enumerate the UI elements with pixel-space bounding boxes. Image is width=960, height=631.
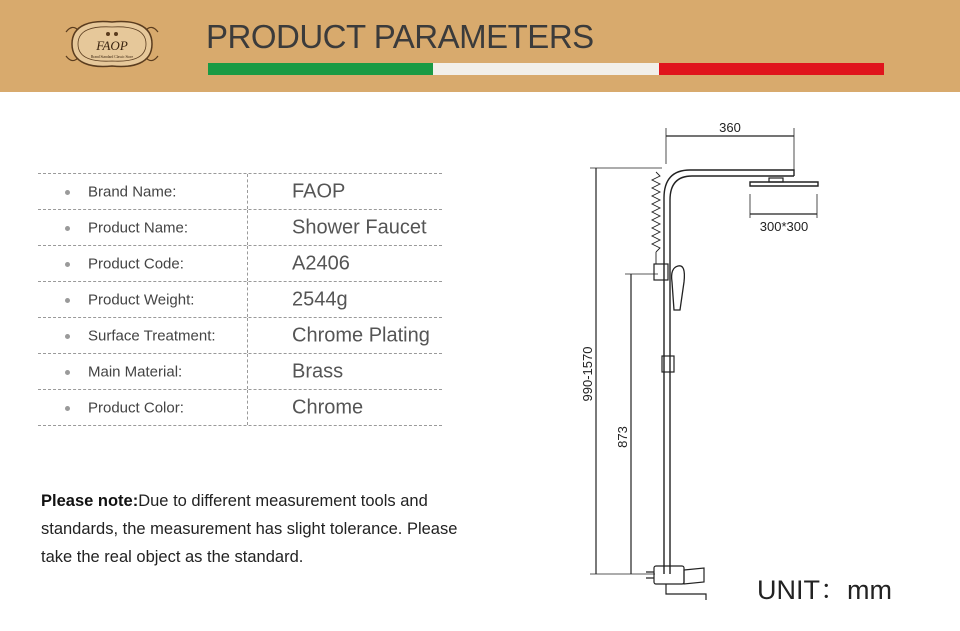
measurement-note	[41, 487, 481, 571]
parameter-value: Shower Faucet	[292, 216, 427, 238]
logo-tagline: Brand Standard Classic Store	[90, 55, 134, 59]
parameter-row	[38, 174, 442, 210]
parameter-row	[38, 354, 442, 390]
column-divider	[247, 282, 248, 317]
parameter-value: FAOP	[292, 180, 346, 202]
arm-length-label: 360	[719, 120, 741, 135]
bath-spout	[666, 584, 706, 600]
flag-stripe-red	[659, 63, 884, 75]
handheld-height-label: 873	[615, 426, 630, 448]
handheld-shower	[672, 266, 685, 310]
parameter-row	[38, 390, 442, 426]
parameter-value: Chrome Plating	[292, 324, 430, 346]
parameter-label: Product Color:	[88, 399, 184, 416]
parameter-value: Brass	[292, 360, 344, 382]
hose-spring	[652, 172, 660, 252]
parameter-table	[38, 173, 442, 426]
header-banner	[0, 0, 960, 92]
parameter-row	[38, 246, 442, 282]
mixer-body	[654, 566, 684, 584]
page-title: PRODUCT PARAMETERS	[206, 18, 594, 55]
bullet-dot	[65, 334, 70, 339]
brand-logo	[62, 12, 162, 76]
bullet-dot	[65, 370, 70, 375]
head-size-label: 300*300	[759, 219, 809, 234]
total-height-label: 990-1570	[580, 346, 595, 402]
flag-stripe-white	[433, 63, 658, 75]
shower-head	[750, 182, 818, 186]
column-divider	[247, 318, 248, 353]
bullet-dot	[65, 226, 70, 231]
unit-label: UNIT：mm	[757, 575, 892, 605]
parameter-label: Surface Treatment:	[88, 327, 216, 344]
note-text: Due to different measurement tools and standards, the measurement has slight tolerance. Please take the real object as the standard.	[41, 492, 458, 566]
handheld-holder	[654, 264, 668, 280]
parameter-label: Main Material:	[88, 363, 183, 380]
column-divider	[247, 210, 248, 245]
parameter-value: A2406	[292, 252, 350, 274]
column-divider	[247, 354, 248, 389]
column-divider	[247, 174, 248, 209]
column-divider	[247, 390, 248, 425]
parameter-row	[38, 210, 442, 246]
logo-wordmark: FAOP	[96, 38, 128, 53]
parameter-label: Product Weight:	[88, 291, 195, 308]
parameter-value: Chrome	[292, 396, 364, 418]
bullet-dot	[65, 406, 70, 411]
bullet-dot	[65, 298, 70, 303]
parameter-label: Product Code:	[88, 255, 184, 272]
shower-dimension-diagram	[570, 112, 840, 617]
parameter-row	[38, 318, 442, 354]
bullet-dot	[65, 262, 70, 267]
parameter-row	[38, 282, 442, 318]
italian-flag-bar	[208, 63, 884, 75]
note-label: Please note:	[41, 492, 139, 510]
flag-stripe-green	[208, 63, 433, 75]
column-divider	[247, 246, 248, 281]
parameter-value: 2544g	[292, 288, 348, 310]
parameter-label: Brand Name:	[88, 183, 177, 200]
parameter-label: Product Name:	[88, 219, 189, 236]
bullet-dot	[65, 190, 70, 195]
mixer-lever	[684, 568, 704, 584]
